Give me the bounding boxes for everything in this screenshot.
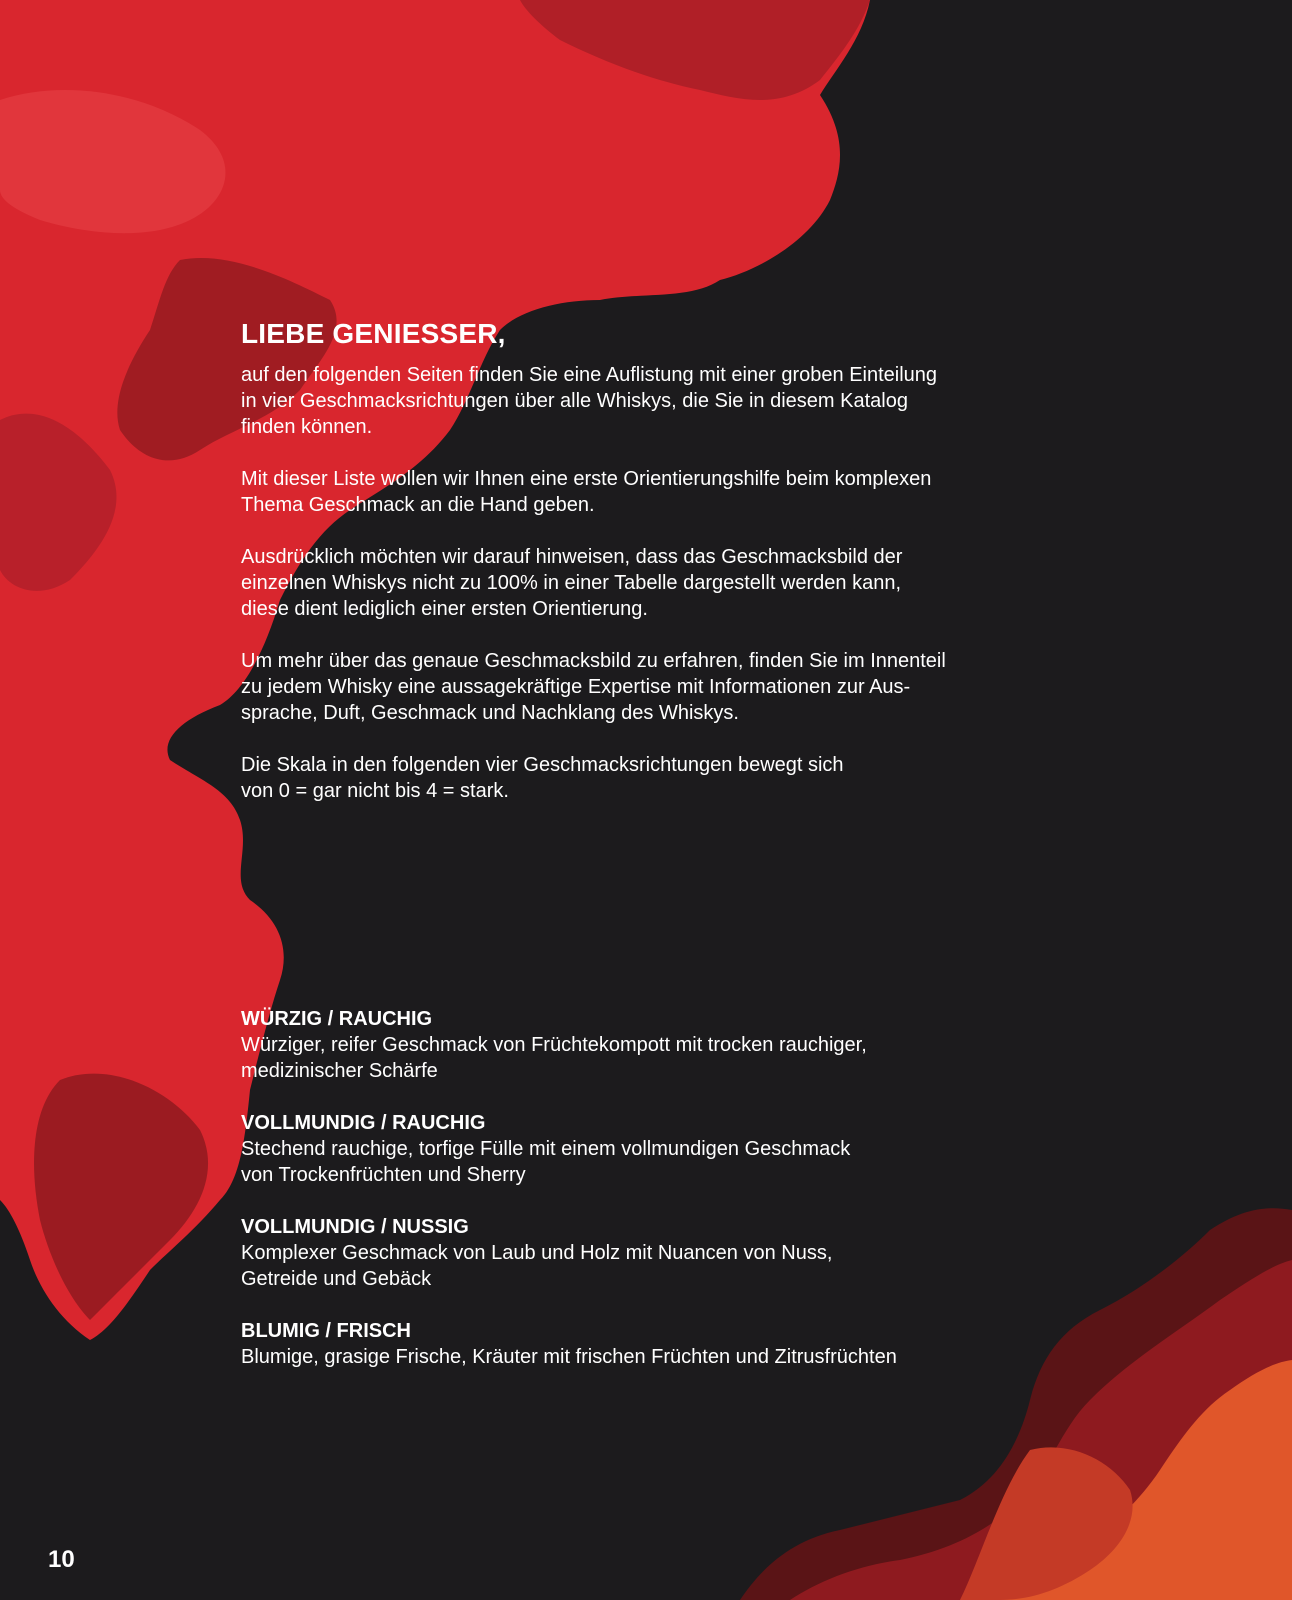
taste-description: Blumige, grasige Frische, Kräuter mit frischen Früchten und Zitrusfrüchten	[241, 1346, 897, 1368]
taste-description: Komplexer Geschmack von Laub und Holz mit Nuancen von Nuss, Getreide und Gebäck	[241, 1242, 833, 1290]
taste-item	[241, 1214, 1021, 1292]
intro-paragraph: Mit dieser Liste wollen wir Ihnen eine erste Orientierungshilfe beim komplexen Thema Geschmack an die Hand geben.	[241, 468, 932, 516]
taste-description: Stechend rauchige, torfige Fülle mit einem vollmundigen Geschmack von Trockenfrüchten und Sherry	[241, 1138, 851, 1186]
intro-heading: LIEBE GENIESSER,	[241, 318, 506, 349]
taste-item	[241, 1110, 1021, 1188]
page-number: 10	[48, 1546, 75, 1573]
intro-paragraph: Die Skala in den folgenden vier Geschmacksrichtungen bewegt sich von 0 = gar nicht bis 4 = stark.	[241, 754, 844, 802]
taste-item	[241, 1006, 1021, 1084]
taste-title: BLUMIG / FRISCH	[241, 1320, 411, 1342]
intro-paragraph: Ausdrücklich möchten wir darauf hinweisen, dass das Geschmacksbild der einzelnen Whiskys nicht zu 100% in einer Tabelle dargestellt werden kann, diese dient lediglich einer ersten Orientierung.	[241, 546, 903, 620]
intro-paragraph: auf den folgenden Seiten finden Sie eine Auflistung mit einer groben Einteilung in vier Geschmacksrichtungen über alle Whiskys, die Sie in diesem Katalog finden können.	[241, 364, 938, 438]
taste-title: VOLLMUNDIG / NUSSIG	[241, 1216, 469, 1238]
taste-categories	[241, 1006, 1021, 1396]
taste-title: WÜRZIG / RAUCHIG	[241, 1008, 433, 1030]
intro-section	[241, 318, 1021, 830]
intro-paragraph: Um mehr über das genaue Geschmacksbild zu erfahren, finden Sie im Innenteil zu jedem Whisky eine aussagekräftige Expertise mit Informationen zur Aus- sprache, Duft, Geschmack und Nachklang des Whiskys.	[241, 650, 946, 724]
taste-description: Würziger, reifer Geschmack von Früchtekompott mit trocken rauchiger, medizinischer Schärfe	[241, 1034, 867, 1082]
taste-item	[241, 1318, 1021, 1370]
taste-title: VOLLMUNDIG / RAUCHIG	[241, 1112, 486, 1134]
